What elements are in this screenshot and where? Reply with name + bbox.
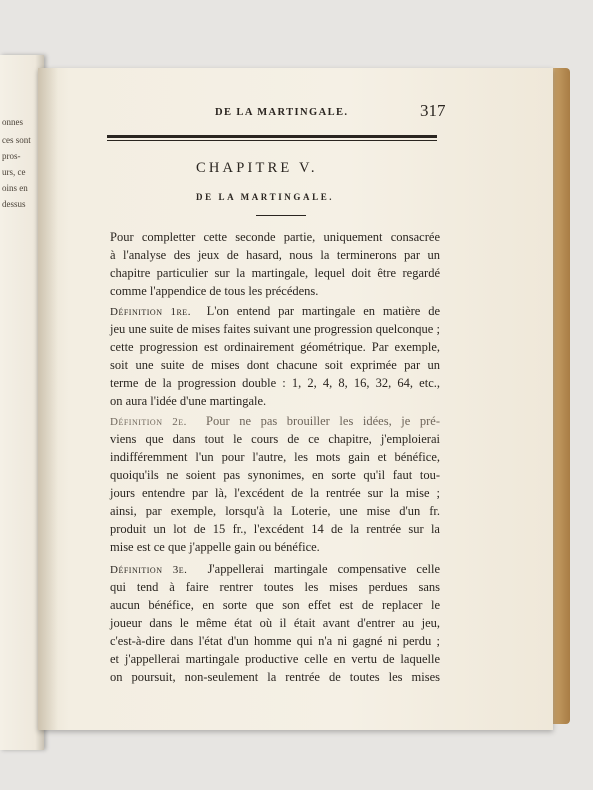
definition-3-line: qui tend à faire rentrer toutes les mises perdues sans	[110, 580, 440, 594]
title-rule	[256, 215, 306, 216]
header-rule-thin	[107, 140, 437, 141]
left-page-fragment: onnes	[2, 117, 23, 127]
paragraph-1-line: comme l'appendice de tous les précédens.	[110, 284, 319, 298]
definition-3-line: joueur dans le même état où il était avant d'entrer au jeu,	[110, 616, 440, 630]
definition-1-line: on aura l'idée d'une martingale.	[110, 394, 267, 408]
paragraph-1-line: chapitre particulier sur la martingale, lequel doit être regardé	[110, 266, 440, 280]
definition-2-line: quoiqu'ils ne soient pas synonimes, en sorte qu'il faut tou-	[110, 468, 440, 482]
left-page-fragment: oins en	[2, 183, 28, 193]
definition-1-line: jeu une suite de mises faites suivant une progression quelconque ;	[110, 322, 440, 336]
left-page-fragment: pros-	[2, 151, 21, 161]
left-page-fragment: ces sont	[2, 135, 31, 145]
definition-1-line: soit une suite de mises dont chacune soit exprimée par un	[110, 358, 440, 372]
page-number: 317	[420, 101, 446, 120]
paragraph-1-line: à l'analyse des jeux de hasard, nous la terminerons par un	[110, 248, 440, 262]
definition-1-line: cette progression est ordinairement géométrique. Par exemple,	[110, 340, 440, 354]
paragraph-1-line: Pour completter cette seconde partie, uniquement consacrée	[110, 230, 440, 244]
definition-2-line: produit un lot de 15 fr., l'excédent 14 de la rentrée sur la	[110, 522, 440, 536]
definition-2-first-line	[110, 414, 440, 429]
header-rule-thick	[107, 135, 437, 138]
definition-2-text: Pour ne pas brouiller les idées, je pré-	[206, 414, 440, 428]
gutter-shadow	[38, 68, 58, 730]
definition-2-label: Définition 2e.	[110, 416, 187, 428]
left-page-fragment: dessus	[2, 199, 26, 209]
chapter-title: CHAPITRE V.	[196, 160, 318, 176]
definition-2-line: viens que dans tout le cours de ce chapitre, j'emploierai	[110, 432, 440, 446]
definition-3-line: aucun bénéfice, en sorte que son effet est de replacer le	[110, 598, 440, 612]
definition-1-line: terme de la progression double : 1, 2, 4, 8, 16, 32, 64, etc.,	[110, 376, 440, 390]
definition-2-line: indifféremment l'un pour l'autre, les mots gain et bénéfice,	[110, 450, 440, 464]
definition-3-label: Définition 3e.	[110, 564, 188, 576]
definition-1-label: Définition 1re.	[110, 306, 191, 318]
definition-2-line: mise est ce que j'appelle gain ou bénéfice.	[110, 540, 320, 554]
running-head: DE LA MARTINGALE.	[215, 107, 349, 118]
definition-1-first-line	[110, 304, 440, 319]
chapter-subtitle: DE LA MARTINGALE.	[196, 192, 335, 202]
definition-2-line: ainsi, par exemple, lorsqu'à la Loterie, une mise d'un fr.	[110, 504, 440, 518]
definition-3-line: on poursuit, non-seulement la rentrée de toutes les mises	[110, 670, 440, 684]
definition-3-line: c'est-à-dire dans l'état d'un homme qui n'a ni gagné ni perdu ;	[110, 634, 440, 648]
definition-3-line: et j'appellerai martingale productive celle en vertu de laquelle	[110, 652, 440, 666]
left-page-fragment: urs, ce	[2, 167, 26, 177]
definition-1-text: L'on entend par martingale en matière de	[206, 304, 440, 318]
definition-2-line: jours entendre par là, l'excédent de la rentrée sur la mise ;	[110, 486, 440, 500]
definition-3-first-line	[110, 562, 440, 577]
definition-3-text: J'appellerai martingale compensative celle	[207, 562, 441, 576]
